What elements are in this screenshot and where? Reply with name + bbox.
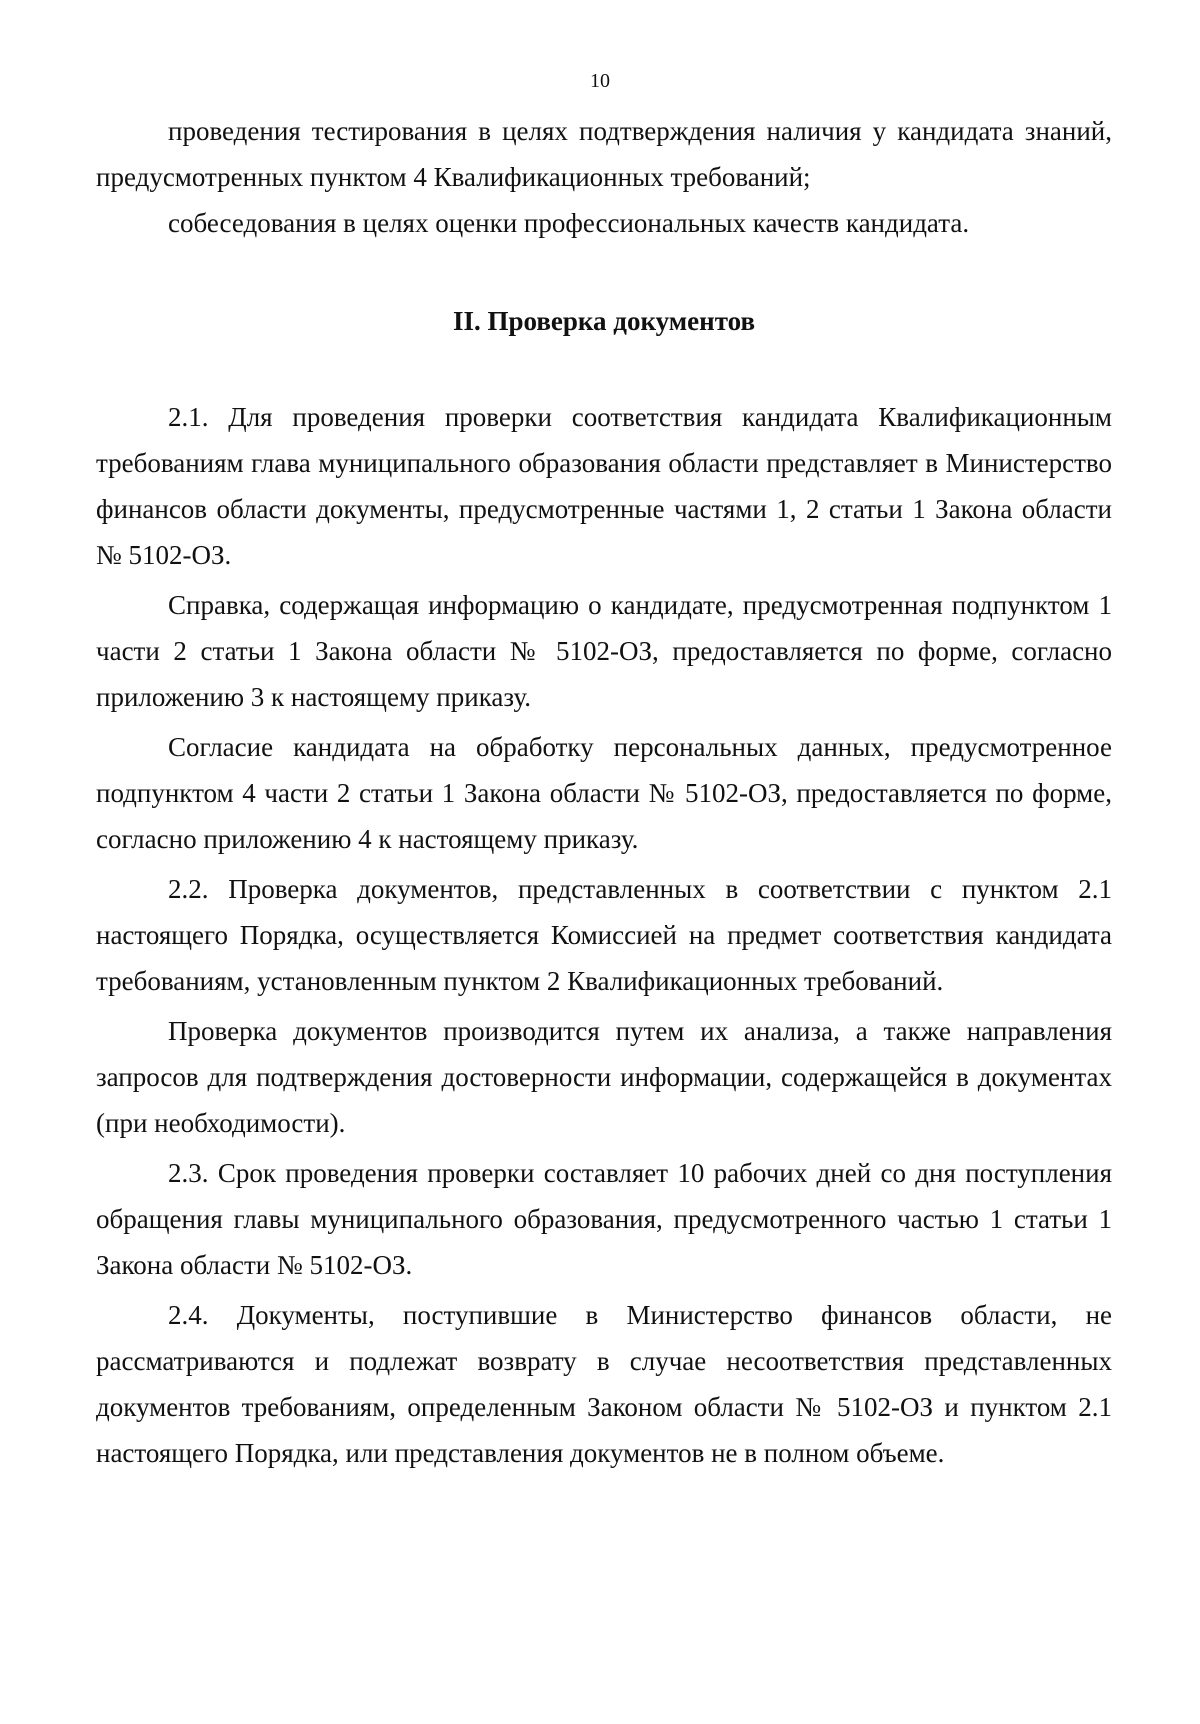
paragraph-2-3: 2.3. Срок проведения проверки составляет 10 рабочих дней со дня поступления обращения главы муниципального образования, предусмотренного частью 1 статьи 1 Закона области № 5102-ОЗ. [96,1158,1112,1280]
paragraph-testing: проведения тестирования в целях подтверждения наличия у кандидата знаний, предусмотренных пунктом 4 Квалификационных требований; [96,116,1112,192]
page-number: 10 [590,70,610,92]
section-heading: II. Проверка документов [452,306,756,336]
paragraph-certificate: Справка, содержащая информацию о кандидате, предусмотренная подпунктом 1 части 2 статьи 1 Закона области № 5102-ОЗ, предоставляется по форме, согласно приложению 3 к настоящему приказу. [96,590,1112,712]
paragraph-2-2: 2.2. Проверка документов, представленных в соответствии с пунктом 2.1 настоящего Порядка, осуществляется Комиссией на предмет соответствия кандидата требованиям, установленным пунктом 2 Квалификационных требований. [96,874,1112,996]
paragraph-verification: Проверка документов производится путем их анализа, а также направления запросов для подтверждения достоверности информации, содержащейся в документах (при необходимости). [96,1016,1112,1138]
paragraph-interview: собеседования в целях оценки профессиональных качеств кандидата. [168,208,970,238]
paragraph-consent: Согласие кандидата на обработку персональных данных, предусмотренное подпунктом 4 части 2 статьи 1 Закона области № 5102-ОЗ, предоставляется по форме, согласно приложению 4 к настоящему приказу. [96,732,1112,854]
paragraph-2-4: 2.4. Документы, поступившие в Министерство финансов области, не рассматриваются и подлежат возврату в случае несоответствия представленных документов требованиям, определенным Законом области № 5102-ОЗ и пунктом 2.1 настоящего Порядка, или представления документов не в полном объеме. [96,1300,1112,1468]
document-body [96,108,1112,1476]
paragraph-2-1: 2.1. Для проведения проверки соответствия кандидата Квалификационным требованиям глава муниципального образования области представляет в Министерство финансов области документы, предусмотренные частями 1, 2 статьи 1 Закона области № 5102-ОЗ. [96,402,1112,570]
